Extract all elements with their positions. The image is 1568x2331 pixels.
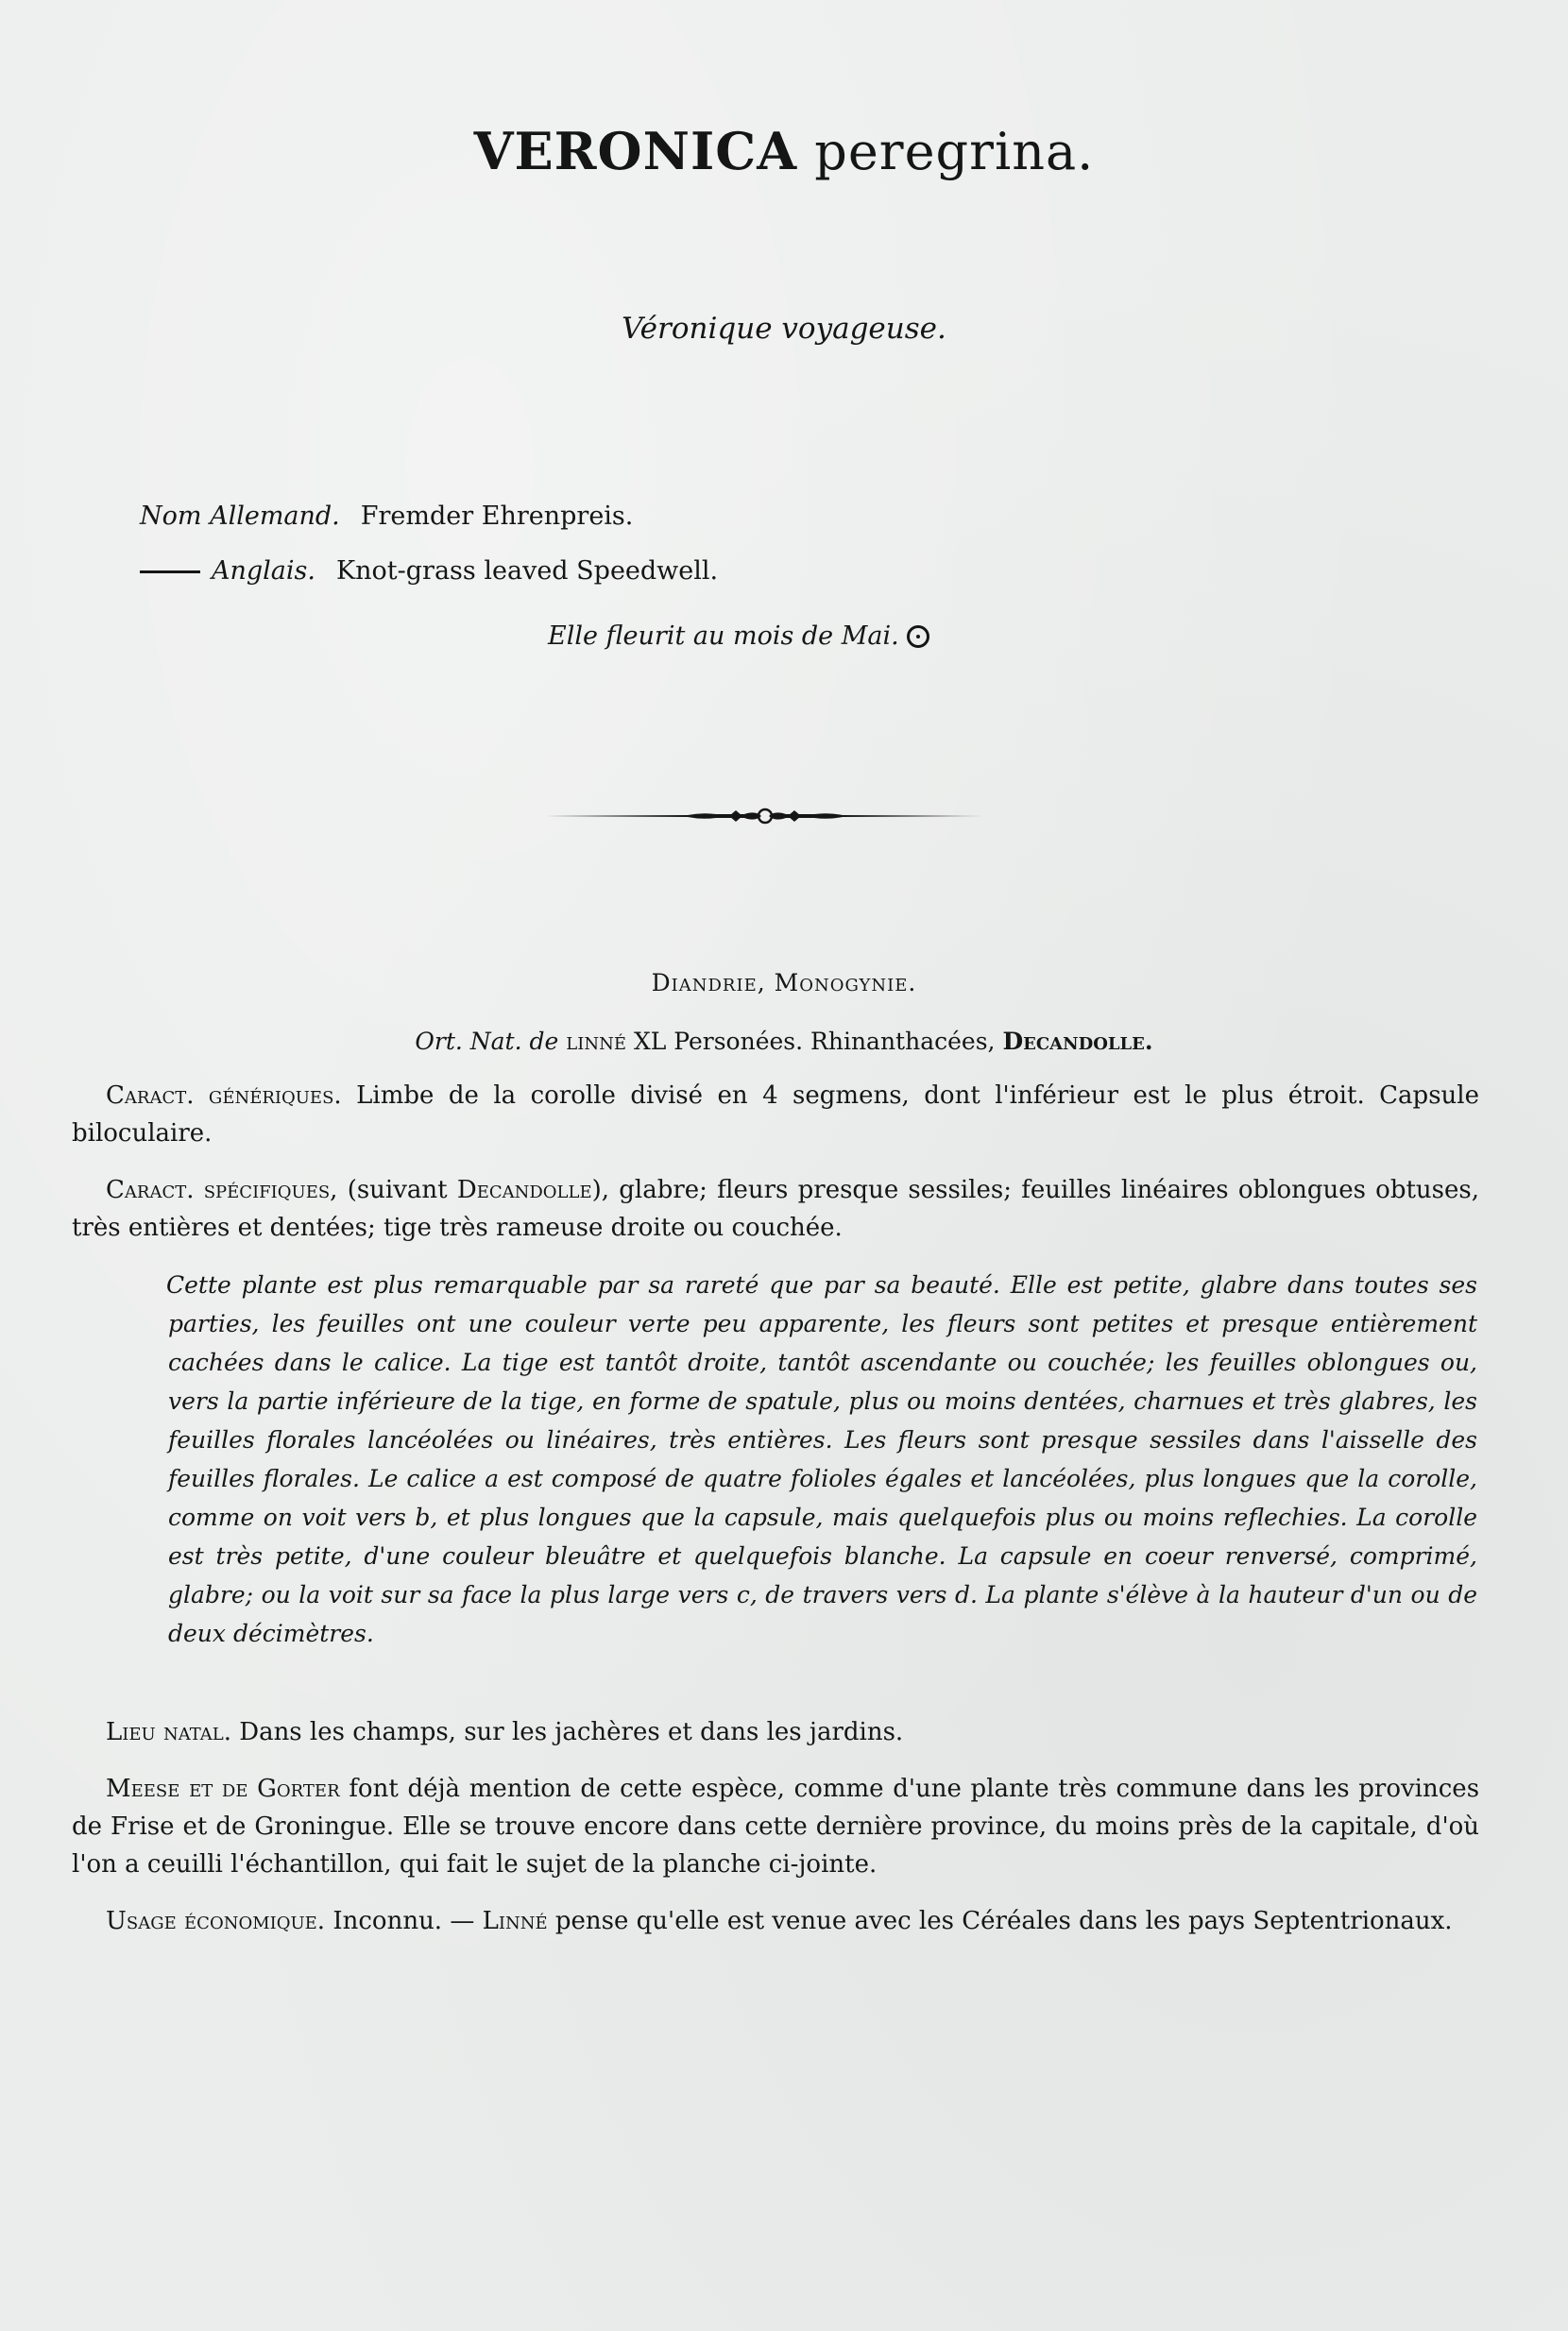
specific-characters-text-b: ), glabre; fleurs presque sessiles; feuilles linéaires oblongues obtuses, très entières et dentées; tige très rameuse droite ou couchée. [72, 1176, 1480, 1242]
generic-characters-paragraph [72, 1077, 1479, 1152]
generic-characters-lead: Caract. génériques. [106, 1081, 342, 1110]
german-name-row [140, 489, 718, 544]
specific-characters-paragraph [72, 1171, 1479, 1247]
natural-order [0, 1028, 1568, 1055]
english-name-label: Anglais. [212, 556, 315, 586]
usage-paragraph [72, 1902, 1479, 1940]
usage-text-b: pense qu'elle est venue avec les Céréales dans les pays Septentrionaux. [554, 1907, 1453, 1935]
german-name-value: Fremder Ehrenpreis. [360, 502, 634, 531]
english-name-row [140, 544, 718, 599]
usage-lead: Usage économique. [106, 1907, 326, 1935]
generic-characters-text: Limbe de la corolle divisé en 4 segmens, dont l'inférieur est le plus étroit. Capsule biloculaire. [72, 1081, 1479, 1148]
order-linne: linné [566, 1028, 626, 1055]
references-text: font déjà mention de cette espèce, comme d'une plante très commune dans les provinces de Frise et de Groningue. Elle se trouve encore dans cette dernière province, du moins près de la capitale, d'où l'on a ceuilli l'échantillon, qui fait le sujet de la planche ci-jointe. [72, 1775, 1480, 1879]
meese-name: Meese [106, 1775, 180, 1803]
gorter-name: Gorter [257, 1775, 340, 1803]
german-name-label: Nom Allemand. [140, 502, 340, 531]
specific-characters-decandolle: Decandolle [456, 1176, 592, 1204]
ornament-divider-icon [546, 805, 984, 827]
references-paragraph [72, 1770, 1479, 1883]
title-genus: VERONICA [473, 121, 798, 181]
title-species: peregrina. [814, 122, 1095, 181]
flowering-note [548, 621, 929, 651]
habitat-lead: Lieu natal. [106, 1718, 231, 1746]
description-paragraph: Cette plante est plus remarquable par sa rareté que par sa beauté. Elle est petite, glabre dans toutes ses parties, les feuilles ont une couleur verte peu apparente, les fleurs sont petites et presque entièrement cachées dans le calice. La tige est tantôt droite, tantôt ascendante ou couchée; les feuilles oblongues ou, vers la partie inférieure de la tige, en forme de spatule, plus ou moins dentées, charnues et très glabres, les feuilles florales lancéolées ou linéaires, très entières. Les fleurs sont presque sessiles dans l'aisselle des feuilles florales. Le calice a est composé de quatre folioles égales et lancéolées, plus longues que la corolle, comme on voit vers b, et plus longues que la capsule, mais quelquefois plus ou moins reflechies. La corolle est très petite, d'une couleur bleuâtre et quelquefois blanche. La capsule en coeur renversé, comprimé, glabre; ou la voit sur sa face la plus large vers c, de travers vers d. La plante s'élève à la hauteur d'un ou de deux décimètres. [166, 1271, 1477, 1647]
ditto-dash [140, 570, 200, 573]
meese-et-de: et de [189, 1775, 248, 1803]
english-name-value: Knot-grass leaved Speedwell. [335, 556, 719, 586]
page-subtitle: Véronique voyageuse. [622, 312, 946, 346]
order-decandolle: Decandolle. [1002, 1028, 1153, 1055]
order-rest: XL Personées. Rhinanthacées, [633, 1028, 996, 1055]
specific-characters-text-a: (suivant [347, 1176, 448, 1204]
usage-linne: Linné [482, 1907, 548, 1935]
usage-text-a: Inconnu. — [332, 1907, 475, 1935]
classification: Diandrie, Monogynie. [651, 969, 917, 996]
order-de: de [529, 1028, 559, 1055]
habitat-text: Dans les champs, sur les jachères et dans les jardins. [239, 1718, 904, 1746]
specific-characters-lead: Caract. spécifiques, [106, 1176, 338, 1204]
page-title [0, 121, 1568, 181]
annual-symbol-icon [907, 625, 929, 648]
habitat-paragraph [72, 1713, 1479, 1751]
order-prefix: Ort. Nat. [415, 1028, 522, 1055]
common-names [140, 489, 718, 599]
flowering-text: Elle fleurit au mois de Mai. [548, 621, 899, 651]
